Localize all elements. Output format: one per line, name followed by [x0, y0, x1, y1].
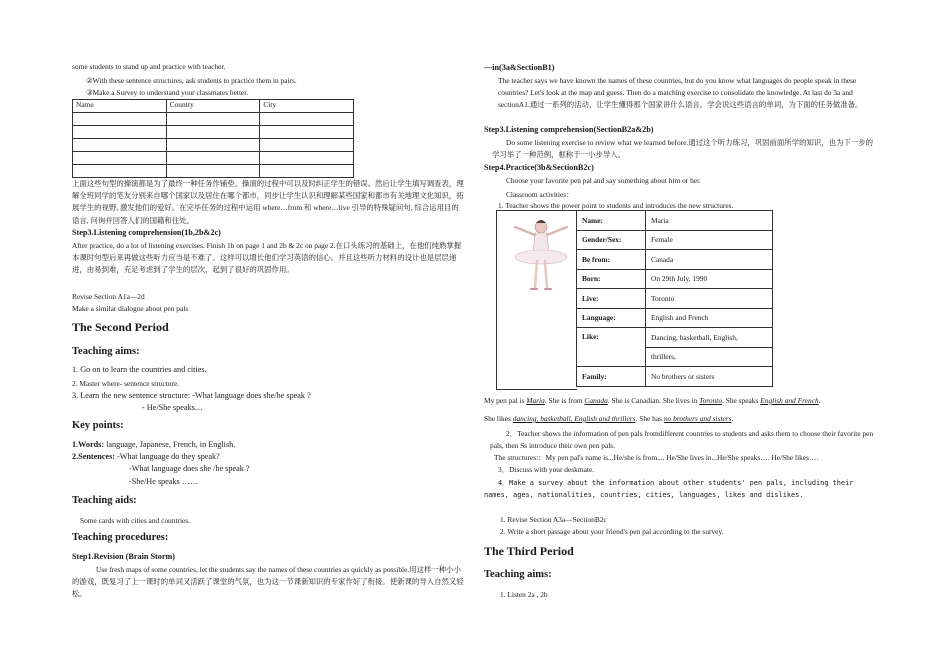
survey-cell — [260, 152, 354, 165]
sentence-2: -What language does she /he speak ? — [129, 464, 250, 473]
pal-value: Canada — [646, 250, 773, 270]
likes-line — [484, 414, 733, 423]
step4-line-2: Classroom activities： — [506, 190, 574, 199]
text: . She speaks — [722, 396, 761, 405]
third-aim-1: 1. Listen 2a , 2b — [500, 590, 548, 599]
key-points-title: Key points: — [72, 420, 124, 431]
aim-2: 2. Master where- sentence structure. — [72, 379, 180, 388]
survey-cell — [166, 152, 260, 165]
activity-2: 2．Teacher shows the information of pen pals fromdifferent countries to students and asks them to choose their favorite pen pals, then Ss introduce their own pen pals. — [490, 429, 874, 451]
third-aims-title: Teaching aims: — [484, 569, 552, 580]
pal-city: Toronto — [699, 396, 723, 405]
my-pen-pal-line — [484, 396, 821, 405]
survey-header-row — [73, 100, 354, 113]
key-sentences — [72, 452, 220, 461]
survey-cell — [73, 165, 167, 178]
sentence-3: -She/He speaks …… — [129, 477, 199, 486]
top-title: —in(3a&SectionB1) — [484, 63, 555, 72]
survey-row — [73, 165, 354, 178]
survey-row — [73, 139, 354, 152]
aim-1: 1. Go on to learn the countries and cities. — [72, 365, 207, 374]
pal-value: Female — [646, 230, 773, 250]
step3-listening-paragraph: Do some listening exercise to review what we learned before.通过这个听力练习，巩固前面所学的知识，也为下一步的学习举了一种范例，框称于一小步导入。 — [492, 138, 874, 160]
ballerina-image — [501, 217, 581, 297]
survey-row — [73, 152, 354, 165]
sentences-text: -What language do they speak? — [114, 452, 220, 461]
survey-cell — [73, 152, 167, 165]
survey-cell — [166, 165, 260, 178]
pal-value: Maria — [646, 211, 773, 231]
pen-pal-photo-frame — [496, 210, 577, 390]
survey-header-name: Name — [73, 100, 167, 113]
pal-key: Language: — [577, 308, 646, 328]
aim-3: 3. Learn the new sentence structure: -What language does she/he speak ? — [72, 391, 311, 400]
survey-cell — [260, 113, 354, 126]
text: My pen pal is — [484, 396, 527, 405]
teaching-procedures-title: Teaching procedures: — [72, 532, 169, 543]
homework-1: Revise Section A1a—2d — [72, 292, 145, 301]
text: . — [731, 414, 734, 423]
pal-value: No brothers or sisters — [646, 367, 773, 387]
pal-country: Canada — [584, 396, 608, 405]
pal-value: On 29th July, 1990 — [646, 269, 773, 289]
third-period-title: The Third Period — [484, 544, 574, 558]
pal-key: Like: — [577, 328, 646, 367]
homework-r1: 1. Revise Section A3a—SectionB2c — [500, 515, 607, 524]
step3-line: ③Make a Survey to understand your classmates better. — [86, 88, 249, 97]
survey-cell — [73, 126, 167, 139]
pal-row — [577, 289, 773, 309]
text: . She is Canadian. She lives in — [607, 396, 700, 405]
top-paragraph: The teacher says we have known the names of these countries, but do you know what languages do people speak in these countries? Let's look at the map and guess. Then do a matching exercise to consolidate the knowledge. At last do 3a and sectionA1.通过一系列的活动，让学生懂得那个国家讲什么语言，学会说这些语言的单词，为下面的任务做准备。 — [498, 76, 863, 110]
pal-name: Maria — [526, 396, 545, 405]
pal-row — [577, 308, 773, 328]
survey-row — [73, 113, 354, 126]
pal-key: Live: — [577, 289, 646, 309]
survey-cell — [166, 139, 260, 152]
key-words — [72, 440, 235, 449]
pal-language: English and French — [760, 396, 819, 405]
pal-row — [577, 211, 773, 231]
second-period-title: The Second Period — [72, 320, 169, 334]
pal-row — [577, 367, 773, 387]
pal-key: Name: — [577, 211, 646, 231]
pal-key: Born: — [577, 269, 646, 289]
pal-value: thrillers, — [646, 347, 773, 367]
survey-cell — [260, 139, 354, 152]
survey-cell — [260, 126, 354, 139]
pal-key: Family: — [577, 367, 646, 387]
step4-line-1: Choose your favorite pen pal and say something about him or her. — [506, 176, 701, 185]
pal-row — [577, 250, 773, 270]
structures-line: The structures:：My pen pal's name is...He/she is from.... He/She lives in...He/She speaks…. He/She likes…. — [494, 453, 819, 462]
chinese-paragraph: 上面这些句型的操演都是为了最终一种任务作铺垫。操演的过程中可以及时纠正学生的错误。然后让学生填写调查表，理解全班同学的笔友分别来自哪个国家以及居住在哪个都市，同步让学生认识和理解某些国家和都市有关地理文化知识，拓展学生的视野, 激发他们的爱好。在完毕任务的过程中运用 where…from 和 where…live 引导的特殊疑问句, 综合运用目的语言, 问询并回答人们的国籍和住处。 — [72, 179, 464, 225]
survey-table — [72, 99, 354, 178]
words-label: 1.Words: — [72, 440, 105, 449]
survey-header-country: Country — [166, 100, 260, 113]
pal-key: Gender/Sex: — [577, 230, 646, 250]
step3-listening-title: Step3.Listening comprehension(SectionB2a&2b) — [484, 125, 654, 134]
sentences-label: 2.Sentences: — [72, 452, 115, 461]
survey-header-city: City — [260, 100, 354, 113]
pal-family: no brothers and sisters — [663, 414, 732, 423]
text: She likes — [484, 414, 513, 423]
text: . She is from — [544, 396, 585, 405]
survey-cell — [73, 139, 167, 152]
teaching-aids-title: Teaching aids: — [72, 495, 137, 506]
words-text: language, Japanese, French, in English. — [104, 440, 236, 449]
homework-r2: 2. Write a short passage about your friend's pen pal according to the survey. — [500, 527, 724, 536]
pal-value: Toronto — [646, 289, 773, 309]
activity-3: 3．Discuss with your deskmate. — [498, 465, 595, 474]
pal-row — [577, 328, 773, 348]
pen-pal-table — [576, 210, 773, 387]
survey-row — [73, 126, 354, 139]
text: . — [818, 396, 821, 405]
survey-cell — [73, 113, 167, 126]
teaching-aids-text: Some cards with cities and countries. — [80, 516, 191, 525]
survey-cell — [260, 165, 354, 178]
pal-key: Be from: — [577, 250, 646, 270]
step4-title: Step4.Practice(3b&SectionB2c) — [484, 163, 594, 172]
intro-line: some students to stand up and practice with teacher. — [72, 62, 226, 71]
aim-3b: - He/She speaks… — [142, 403, 203, 412]
text: . She has — [635, 414, 664, 423]
survey-cell — [166, 113, 260, 126]
step1-paragraph: Use fresh maps of some countries, let the students say the names of these countries as quickly as possible.用这样一种小小的游戏，既复习了上一课时的单词又活跃了课堂的气氛，也为这一节课新知识的专家作好了衔接。使新课的导入自然又轻松。 — [72, 565, 464, 599]
activity-4: 4．Make a survey about the information about other students' pen pals, including their names, ages, nationalities, countries, cities, languages, likes and dislikes. — [484, 479, 854, 500]
step4-line-3: 1. Teacher shows the power point to students and introduces the new structures. — [498, 201, 734, 210]
homework-2: Make a similar dialogue about pen pals — [72, 304, 189, 313]
pal-value: Dancing, basketball, English, — [646, 328, 773, 348]
step2-line: ②With these sentence structures, ask students to practice them in pairs. — [86, 76, 297, 85]
survey-cell — [166, 126, 260, 139]
pal-row — [577, 269, 773, 289]
step3-title: Step3.Listening comprehension(1b,2b&2c) — [72, 228, 221, 237]
pal-likes: dancing, basketball, English and thrillers — [512, 414, 636, 423]
step3-paragraph: After practice, do a lot of listening exercises. Finish 1b on page 1 and 2b & 2c on page 2.在口头练习的基础上，在他们纯熟掌握本课时句型后来再做这些听力应当是不难了。这样可以增长他们学习英语的信心。并且这些听力材料的设计也是层层递进，由易到难，充足考虑到了学生的层次，起到了很好的巩固作用。 — [72, 241, 462, 275]
teaching-aims-title: Teaching aims: — [72, 346, 140, 357]
pal-row — [577, 230, 773, 250]
pal-value: English and French — [646, 308, 773, 328]
step1-title: Step1.Revision (Brain Storm) — [72, 552, 176, 561]
